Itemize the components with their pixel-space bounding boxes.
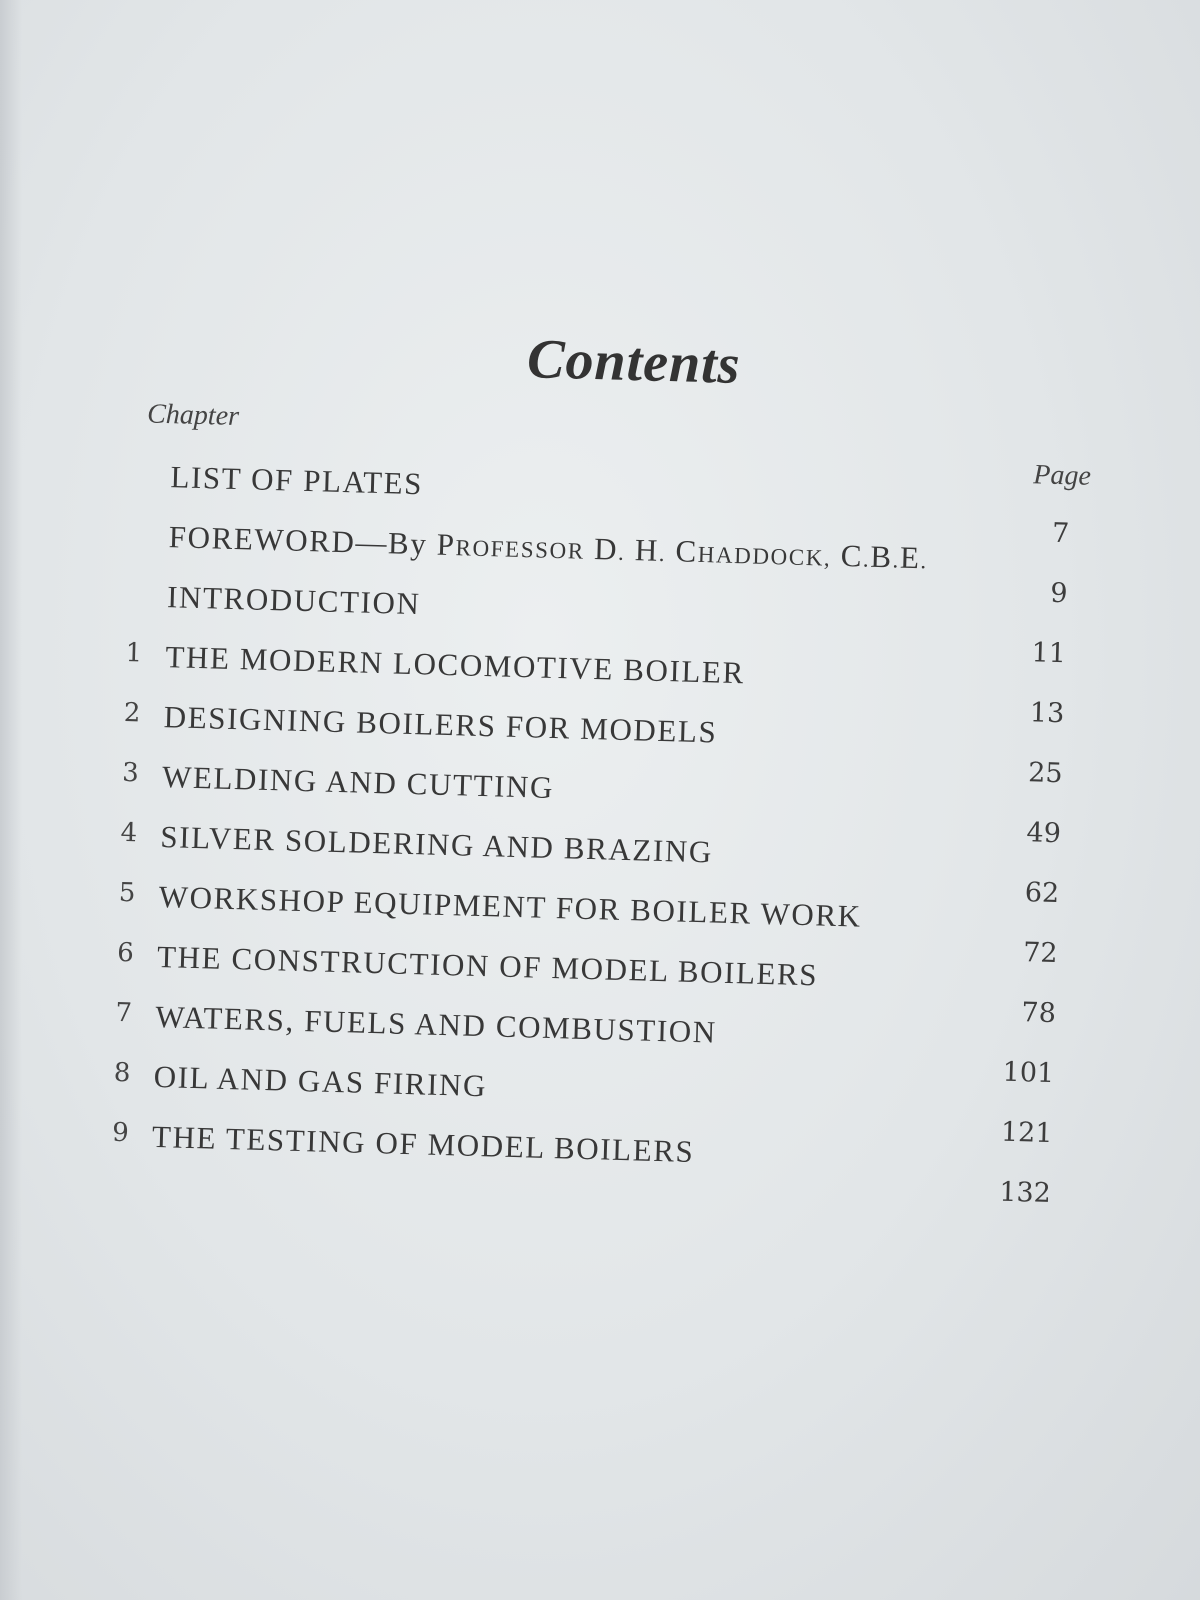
chapter-title: OIL AND GAS FIRING <box>153 1058 488 1104</box>
chapter-title: WORKSHOP EQUIPMENT FOR BOILER WORK <box>158 879 863 934</box>
page-number: 78 <box>1021 997 1057 1030</box>
page-number: 101 <box>1002 1056 1055 1090</box>
chapter-title: INTRODUCTION <box>166 579 421 622</box>
chapter-title: THE TESTING OF MODEL BOILERS <box>151 1118 695 1170</box>
page-number: 121 <box>1000 1116 1053 1150</box>
chapter-number: 2 <box>123 697 141 729</box>
chapter-title: THE CONSTRUCTION OF MODEL BOILERS <box>156 938 819 993</box>
page-number: 62 <box>1024 877 1060 910</box>
chapter-number <box>128 578 158 579</box>
chapter-title: SILVER SOLDERING AND BRAZING <box>159 819 714 870</box>
page-column-header: Page <box>1032 459 1092 492</box>
chapter-title: WELDING AND CUTTING <box>161 759 555 805</box>
chapter-number: 6 <box>116 937 135 969</box>
foreword-author: PROFESSOR D. H. CHADDOCK, C.B.E. <box>436 526 929 576</box>
page-number: 132 <box>998 1176 1052 1210</box>
chapter-number: 1 <box>125 637 143 669</box>
foreword-prefix: FOREWORD—By <box>168 519 428 562</box>
chapter-number: 4 <box>120 817 138 849</box>
contents-list <box>71 457 1131 1210</box>
page-number: 9 <box>1049 577 1069 610</box>
chapter-number: 3 <box>121 757 140 789</box>
chapter-number <box>129 518 159 519</box>
chapter-title: LIST OF PLATES <box>170 459 424 502</box>
chapter-number: 8 <box>113 1057 131 1089</box>
chapter-number: 7 <box>115 997 133 1029</box>
table-of-contents <box>71 315 1135 1210</box>
chapter-number <box>131 458 161 459</box>
page-number: 72 <box>1022 937 1058 970</box>
page-number: 7 <box>1051 517 1070 550</box>
chapter-title: THE MODERN LOCOMOTIVE BOILER <box>165 639 746 691</box>
page-number: 13 <box>1029 697 1065 730</box>
chapter-number: 9 <box>111 1117 130 1149</box>
chapter-title: DESIGNING BOILERS FOR MODELS <box>163 699 718 750</box>
chapter-number: 5 <box>118 877 136 909</box>
page-number: 11 <box>1031 637 1067 670</box>
page-edge-shadow <box>0 0 22 1600</box>
chapter-column-header: Chapter <box>146 398 240 433</box>
page-title: Contents <box>526 328 742 397</box>
page-number: 49 <box>1026 817 1062 850</box>
page-number: 25 <box>1027 757 1064 790</box>
chapter-title: WATERS, FUELS AND COMBUSTION <box>154 998 718 1050</box>
